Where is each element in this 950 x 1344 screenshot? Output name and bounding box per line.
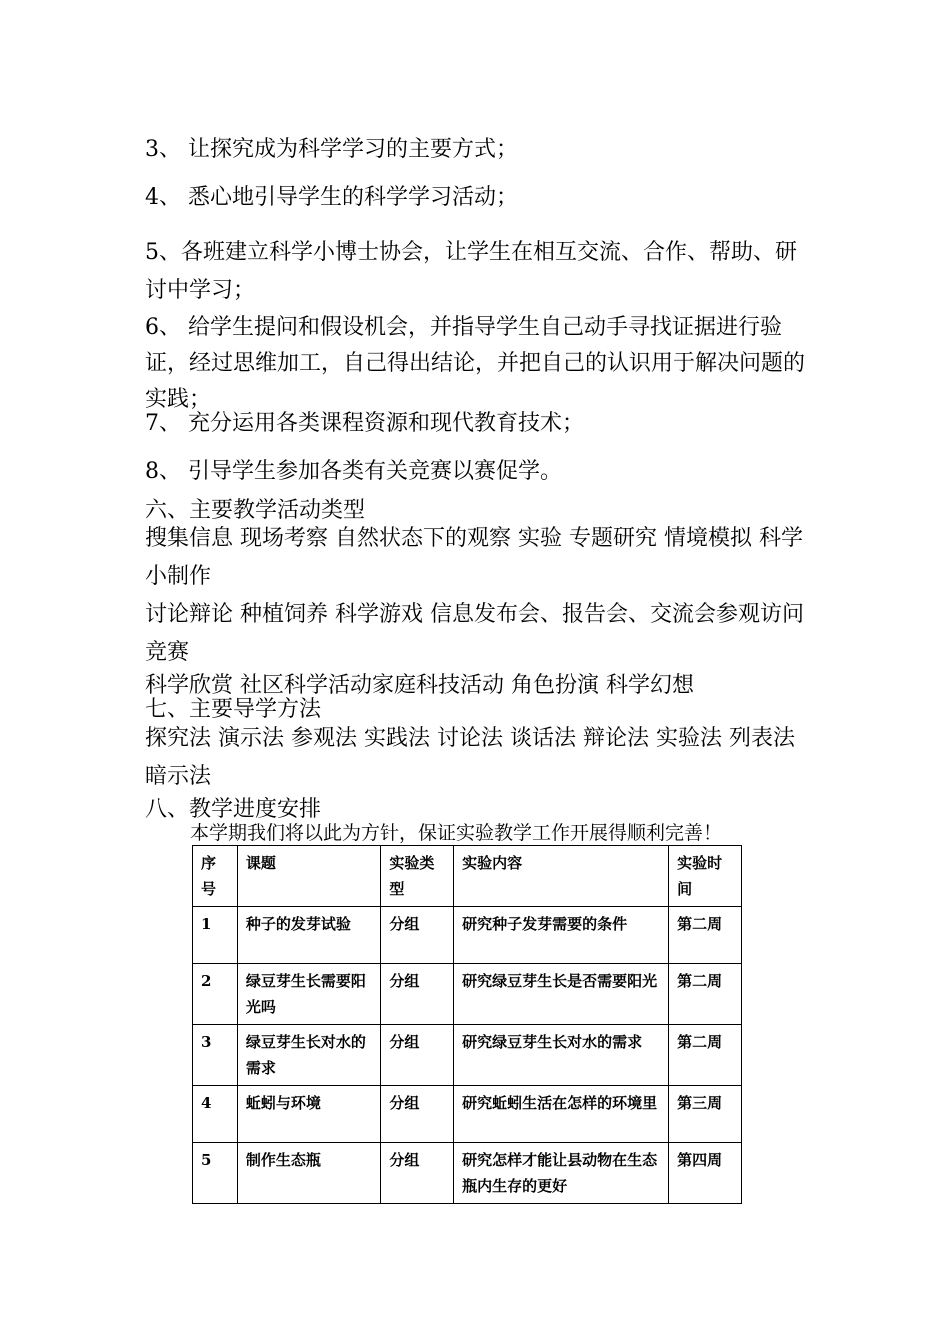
section-heading: 八、教学进度安排 [145, 797, 322, 822]
table-cell: 第二周 [669, 964, 742, 1025]
table-cell: 第三周 [669, 1086, 742, 1143]
table-cell: 绿豆芽生长对水的需求 [237, 1025, 380, 1086]
table-cell: 2 [193, 964, 238, 1025]
table-cell: 研究绿豆芽生长是否需要阳光 [454, 964, 669, 1025]
table-cell: 种子的发芽试验 [237, 907, 380, 964]
table-cell: 分组 [381, 1143, 454, 1204]
table-cell: 第二周 [669, 907, 742, 964]
table-row [193, 907, 742, 964]
table-row [193, 964, 742, 1025]
activity-types-line: 科学欣赏 社区科学活动家庭科技活动 角色扮演 科学幻想 [145, 673, 694, 698]
table-header-row [193, 846, 742, 907]
table-cell: 分组 [381, 1086, 454, 1143]
header-cell: 序号 [193, 846, 238, 907]
table-row [193, 1143, 742, 1204]
schedule-table [192, 845, 742, 1204]
table-cell: 研究种子发芽需要的条件 [454, 907, 669, 964]
table-cell: 4 [193, 1086, 238, 1143]
header-cell: 实验时间 [669, 846, 742, 907]
table-cell: 第二周 [669, 1025, 742, 1086]
table-row [193, 1025, 742, 1086]
list-item: 4、 悉心地引导学生的科学学习活动； [145, 185, 518, 210]
activity-types-line: 讨论辩论 种植饲养 科学游戏 信息发布会、报告会、交流会参观访问 竞赛 [145, 602, 804, 665]
table-cell: 分组 [381, 907, 454, 964]
table-cell: 研究绿豆芽生长对水的需求 [454, 1025, 669, 1086]
table-cell: 3 [193, 1025, 238, 1086]
table-cell: 分组 [381, 1025, 454, 1086]
table-cell: 分组 [381, 964, 454, 1025]
table-cell: 绿豆芽生长需要阳光吗 [237, 964, 380, 1025]
list-item: 3、 让探究成为科学学习的主要方式； [145, 137, 518, 162]
methods-line: 探究法 演示法 参观法 实践法 讨论法 谈话法 辩论法 实验法 列表法 暗示法 [145, 726, 795, 789]
table-cell: 蚯蚓与环境 [237, 1086, 380, 1143]
table-cell: 制作生态瓶 [237, 1143, 380, 1204]
section-heading: 七、主要导学方法 [145, 697, 322, 722]
header-cell: 课题 [237, 846, 380, 907]
table-cell: 第四周 [669, 1143, 742, 1204]
table-cell: 研究蚯蚓生活在怎样的环境里 [454, 1086, 669, 1143]
header-cell: 实验内容 [454, 846, 669, 907]
table-row [193, 1086, 742, 1143]
list-item: 5、各班建立科学小博士协会，让学生在相互交流、合作、帮助、研讨中学习； [145, 240, 797, 303]
table-cell: 5 [193, 1143, 238, 1204]
list-item: 7、 充分运用各类课程资源和现代教育技术； [145, 411, 584, 436]
list-item: 8、 引导学生参加各类有关竞赛以赛促学。 [145, 459, 562, 484]
list-item: 6、 给学生提问和假设机会，并指导学生自己动手寻找证据进行验证，经过思维加工，自己得出结论，并把自己的认识用于解决问题的实践； [145, 315, 806, 412]
activity-types-line: 搜集信息 现场考察 自然状态下的观察 实验 专题研究 情境模拟 科学小制作 [145, 526, 803, 589]
section-heading: 六、主要教学活动类型 [145, 498, 366, 523]
header-cell: 实验类型 [381, 846, 454, 907]
table-cell: 研究怎样才能让县动物在生态瓶内生存的更好 [454, 1143, 669, 1204]
table-cell: 1 [193, 907, 238, 964]
schedule-note: 本学期我们将以此为方针，保证实验教学工作开展得顺利完善！ [190, 822, 723, 844]
